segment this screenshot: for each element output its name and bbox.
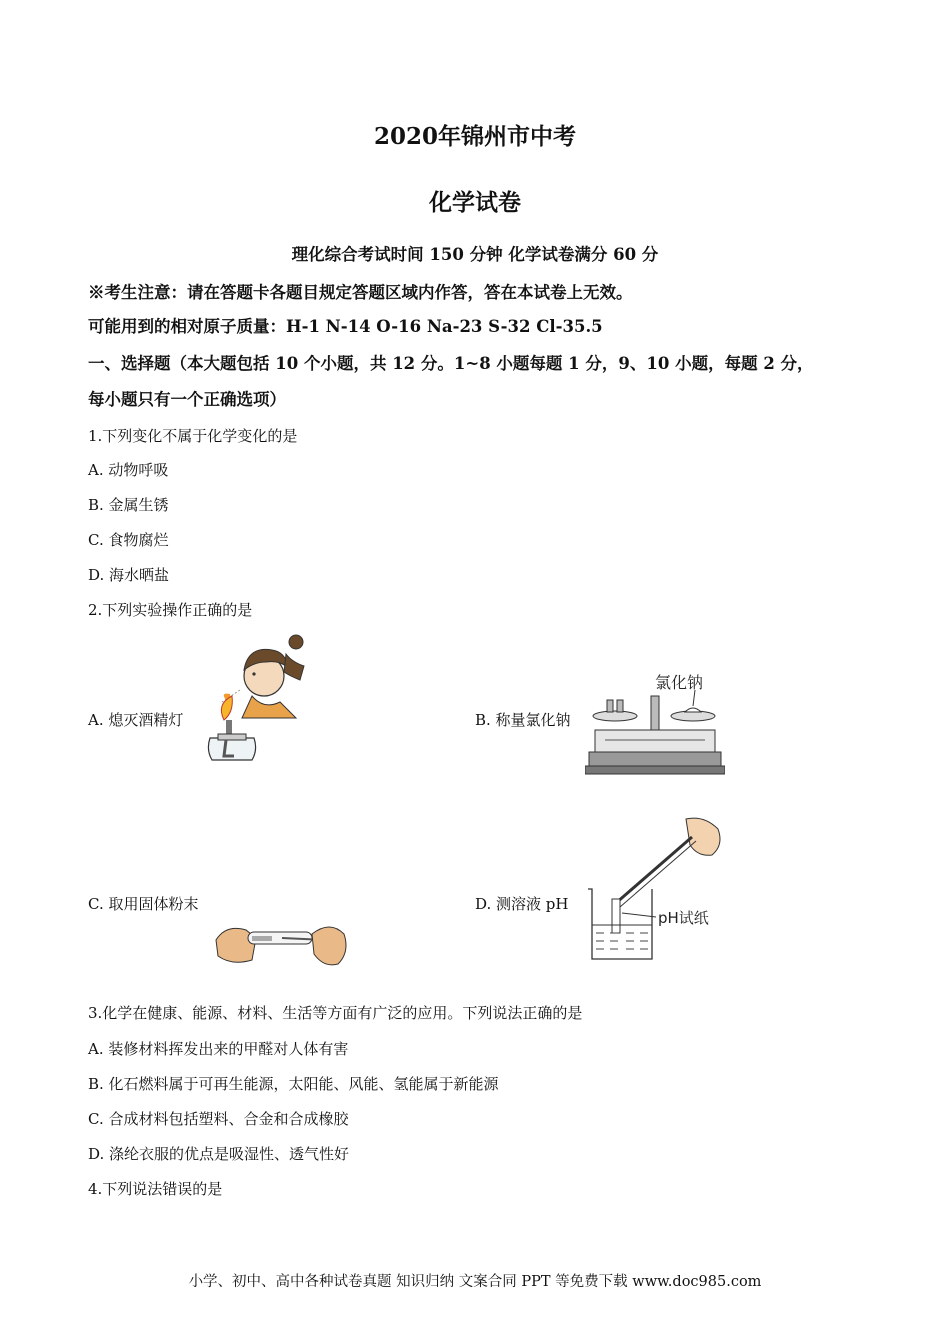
q2-option-d: D. 测溶液 pH (475, 895, 569, 913)
atomic-masses: 可能用到的相对原子质量：H-1 N-14 O-16 Na-23 S-32 Cl-35.5 (88, 317, 603, 336)
q1-option-a: A. 动物呼吸 (88, 461, 169, 479)
q4-stem: 4.下列说法错误的是 (88, 1180, 223, 1198)
exam-title: 2020年锦州市中考 (373, 123, 576, 150)
ph-test-illustration (582, 815, 732, 965)
section-heading-line2: 每小题只有一个正确选项） (88, 390, 286, 409)
q3-option-b: B. 化石燃料属于可再生能源，太阳能、风能、氢能属于新能源 (88, 1075, 499, 1093)
sodium-chloride-label: 氯化钠 (655, 673, 704, 692)
q1-option-d: D. 海水晒盐 (88, 566, 170, 584)
q2-option-b: B. 称量氯化钠 (475, 711, 571, 729)
q2-option-c: C. 取用固体粉末 (88, 895, 199, 913)
q3-option-d: D. 涤纶衣服的优点是吸湿性、透气性好 (88, 1145, 350, 1163)
q3-option-a: A. 装修材料挥发出来的甲醛对人体有害 (88, 1040, 349, 1058)
balance-illustration (585, 670, 725, 782)
time-info: 理化综合考试时间 150 分钟 化学试卷满分 60 分 (291, 245, 659, 264)
q2-stem: 2.下列实验操作正确的是 (88, 601, 253, 619)
q3-option-c: C. 合成材料包括塑料、合金和合成橡胶 (88, 1110, 349, 1128)
page-footer: 小学、初中、高中各种试卷真题 知识归纳 文案合同 PPT 等免费下载 www.doc985.com (188, 1274, 762, 1290)
ph-paper-label: pH试纸 (658, 909, 709, 927)
q1-option-b: B. 金属生锈 (88, 496, 169, 514)
powder-handling-illustration (212, 914, 350, 970)
q1-stem: 1.下列变化不属于化学变化的是 (88, 427, 298, 445)
q1-option-c: C. 食物腐烂 (88, 531, 169, 549)
section-heading-line1: 一、选择题（本大题包括 10 个小题，共 12 分。1~8 小题每题 1 分，9、10 小题，每题 2 分， (88, 354, 814, 373)
blowing-out-lamp-illustration (196, 632, 308, 772)
subject-title: 化学试卷 (429, 189, 521, 216)
notice: ※考生注意：请在答题卡各题目规定答题区域内作答，答在本试卷上无效。 (88, 283, 633, 302)
q2-option-a: A. 熄灭酒精灯 (88, 711, 184, 729)
q3-stem: 3.化学在健康、能源、材料、生活等方面有广泛的应用。下列说法正确的是 (88, 1004, 583, 1022)
